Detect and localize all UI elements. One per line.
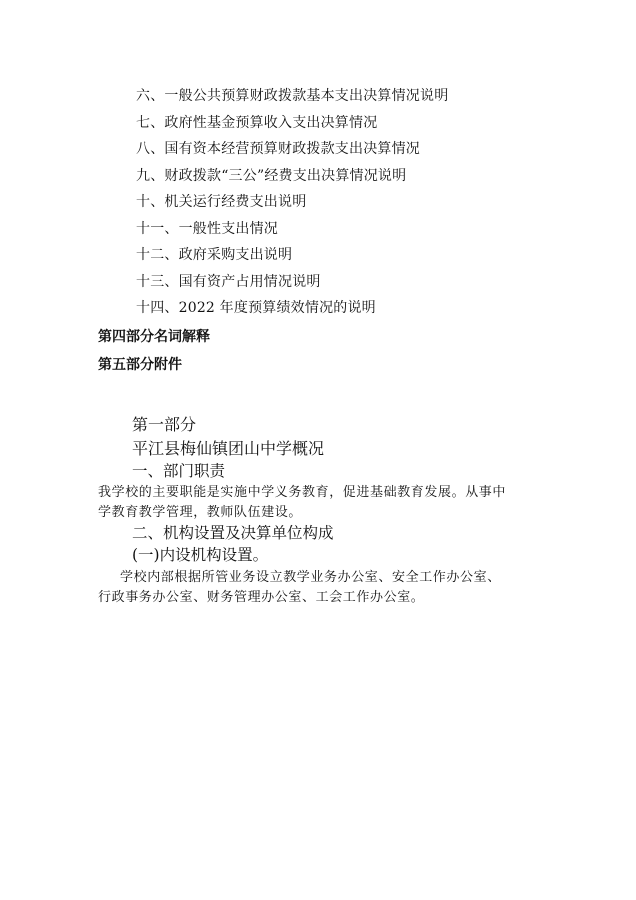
toc-part-four: 第四部分名词解释 bbox=[98, 329, 210, 345]
toc-item-6: 六、一般公共预算财政拨款基本支出决算情况说明 bbox=[136, 88, 449, 104]
structure-paragraph-line-2: 行政事务办公室、财务管理办公室、工会工作办公室。 bbox=[98, 590, 425, 605]
part-one-title: 第一部分 bbox=[132, 415, 197, 434]
structure-paragraph-line-1: 学校内部根据所管业务设立教学业务办公室、安全工作办公室、 bbox=[120, 570, 501, 585]
toc-item-10: 十、机关运行经费支出说明 bbox=[136, 194, 307, 210]
duties-paragraph-line-1: 我学校的主要职能是实施中学义务教育，促进基础教育发展。从事中 bbox=[98, 485, 507, 500]
toc-item-11: 十一、一般性支出情况 bbox=[136, 221, 278, 237]
subsection-heading-internal: (一)内设机构设置。 bbox=[132, 546, 269, 564]
toc-part-five: 第五部分附件 bbox=[98, 357, 182, 373]
toc-item-14: 十四、2022 年度预算绩效情况的说明 bbox=[136, 300, 376, 316]
toc-item-13: 十三、国有资产占用情况说明 bbox=[136, 274, 321, 290]
section-heading-duties: 一、部门职责 bbox=[132, 462, 226, 480]
part-one-subtitle: 平江县梅仙镇团山中学概况 bbox=[132, 439, 325, 458]
section-heading-structure: 二、机构设置及决算单位构成 bbox=[132, 524, 334, 542]
toc-item-9: 九、财政拨款“三公”经费支出决算情况说明 bbox=[136, 168, 407, 184]
toc-item-7: 七、政府性基金预算收入支出决算情况 bbox=[136, 115, 378, 131]
toc-item-12: 十二、政府采购支出说明 bbox=[136, 247, 293, 263]
duties-paragraph-line-2: 学教育教学管理，教师队伍建设。 bbox=[98, 505, 303, 520]
toc-item-8: 八、国有资本经营预算财政拨款支出决算情况 bbox=[136, 141, 420, 157]
